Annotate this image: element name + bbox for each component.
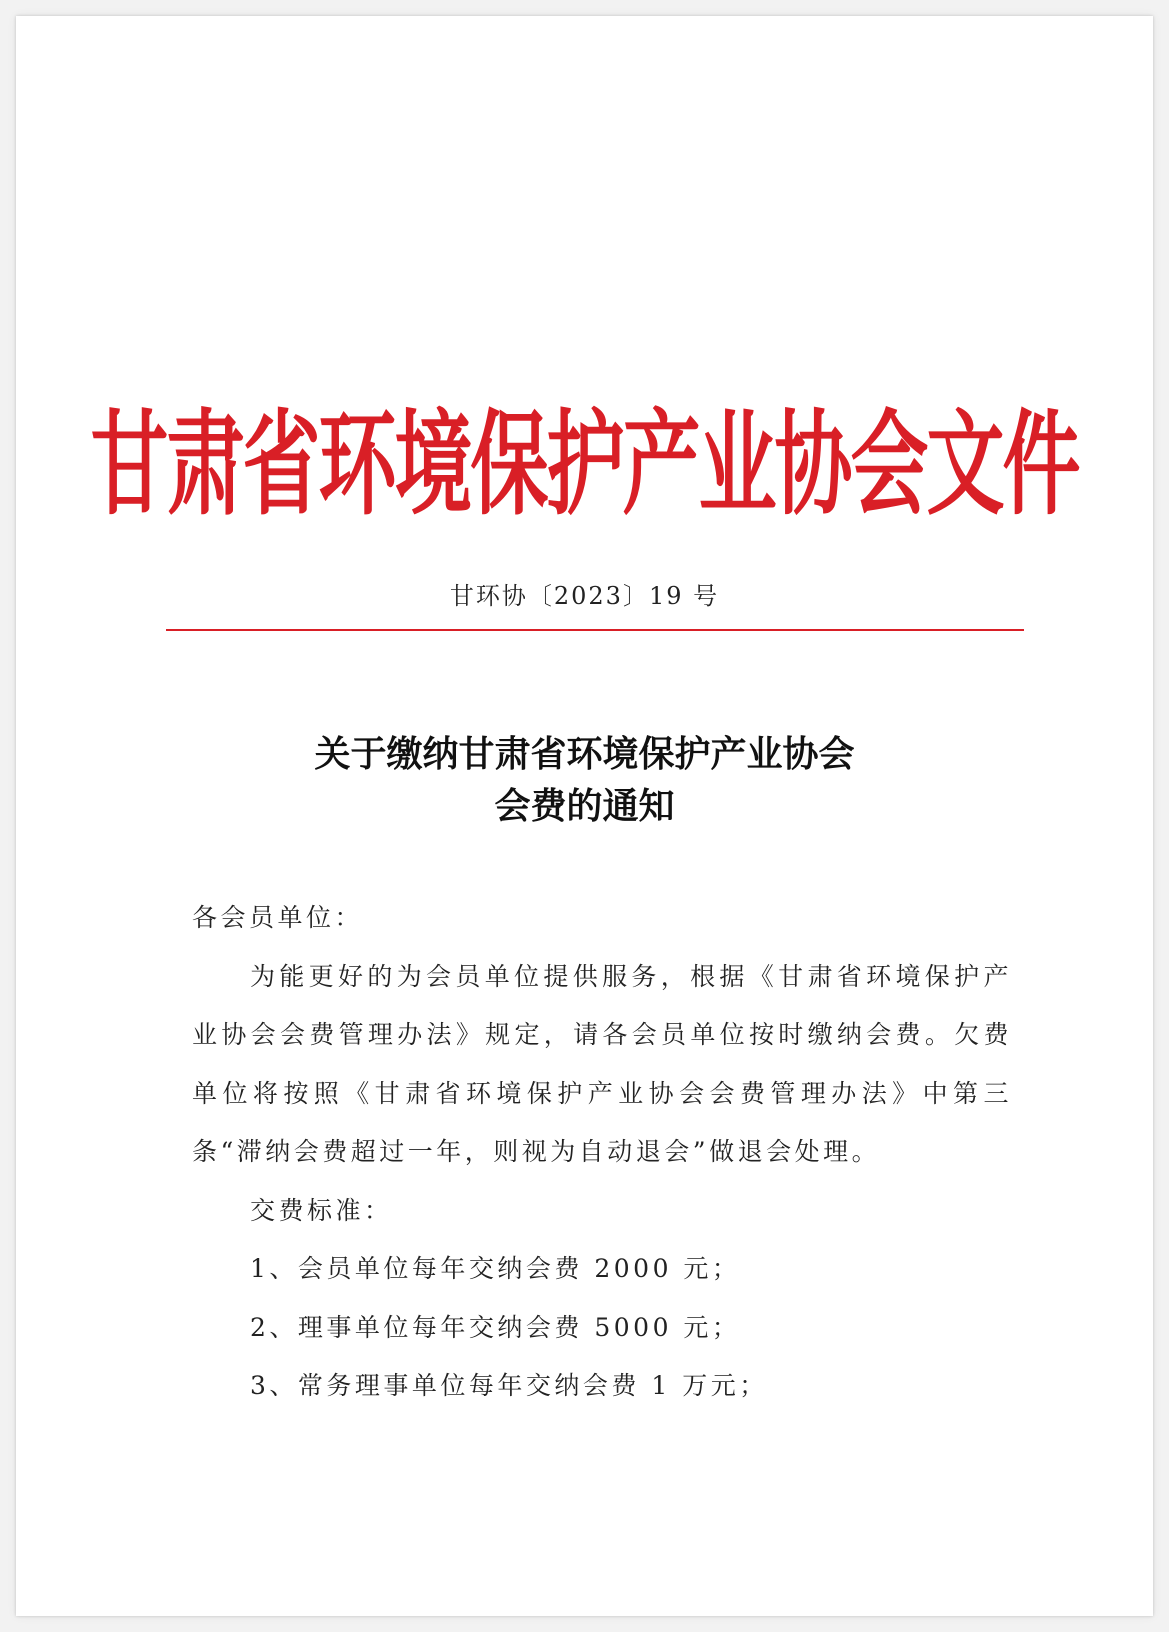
notice-title-line-1: 关于缴纳甘肃省环境保护产业协会 — [314, 733, 855, 775]
fee-item-director: 2、理事单位每年交纳会费 5000 元； — [250, 1312, 741, 1342]
notice-title — [16, 728, 1153, 832]
notice-body — [192, 889, 1012, 1416]
document-number: 甘环协〔2023〕19 号 — [449, 582, 720, 610]
fee-item-executive-director: 3、常务理事单位每年交纳会费 1 万元； — [250, 1371, 768, 1400]
document-page — [16, 16, 1153, 1616]
header-divider — [166, 629, 1024, 631]
org-header-text: 甘肃省环境保护产业协会文件 — [90, 399, 1079, 532]
fee-standard-heading: 交费标准： — [250, 1195, 393, 1225]
salutation: 各会员单位： — [192, 903, 364, 932]
notice-title-line-2: 会费的通知 — [494, 785, 675, 827]
fee-item-member: 1、会员单位每年交纳会费 2000 元； — [250, 1254, 741, 1283]
body-paragraph: 为能更好的为会员单位提供服务，根据《甘肃省环境保护产业协会会费管理办法》规定，请各会员单位按时缴纳会费。欠费单位将按照《甘肃省环境保护产业协会会费管理办法》中第三条“滞纳会费超过一年，则视为自动退会”做退会处理。 — [192, 961, 1012, 1166]
org-header-title — [76, 401, 1093, 531]
